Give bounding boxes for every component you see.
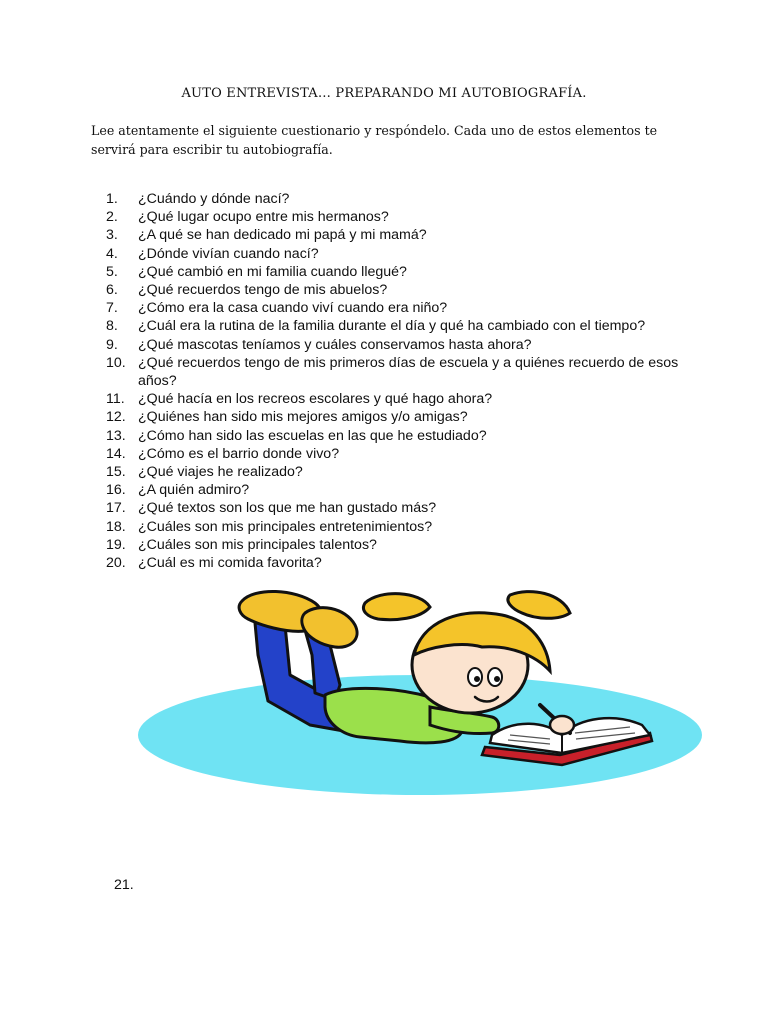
list-item	[106, 536, 706, 554]
list-item	[106, 226, 706, 244]
intro-paragraph: Lee atentamente el siguiente cuestionario y respóndelo. Cada uno de estos elementos te servirá para escribir tu autobiografía.	[91, 123, 658, 157]
list-item	[106, 245, 706, 263]
item-number: 4.	[106, 245, 118, 262]
list-item	[106, 299, 706, 317]
item-number: 12.	[106, 409, 126, 426]
list-item	[106, 336, 706, 354]
list-item	[106, 554, 706, 572]
list-item	[106, 208, 706, 226]
question-text: ¿A qué se han dedicado mi papá y mi mamá?	[138, 227, 427, 244]
question-text: ¿Qué cambió en mi familia cuando llegué?	[138, 263, 407, 280]
list-item	[106, 390, 706, 408]
list-item	[106, 463, 706, 481]
list-item	[106, 408, 706, 426]
item-number: 17.	[106, 500, 126, 517]
item-number: 16.	[106, 482, 126, 499]
question-text: ¿Qué recuerdos tengo de mis primeros días de escuela y a quiénes recuerdo de esos años?	[138, 354, 679, 390]
question-text: ¿Cuál es mi comida favorita?	[138, 555, 322, 572]
question-text: ¿Cuándo y dónde nací?	[138, 191, 290, 207]
list-item	[106, 354, 706, 390]
question-text: ¿Qué recuerdos tengo de mis abuelos?	[138, 282, 388, 299]
item-number: 6.	[106, 282, 118, 299]
list-item	[106, 481, 706, 499]
item-number: 8.	[106, 318, 118, 335]
question-text: ¿Dónde vivían cuando nací?	[138, 245, 319, 262]
question-text: ¿Qué lugar ocupo entre mis hermanos?	[138, 209, 389, 226]
item-number: 1.	[106, 191, 118, 207]
item-number: 19.	[106, 536, 126, 553]
question-text: ¿Qué textos son los que me han gustado más?	[138, 500, 437, 517]
item-number: 10.	[106, 354, 126, 371]
list-item	[106, 518, 706, 536]
item-number: 13.	[106, 427, 126, 444]
hand	[550, 716, 574, 734]
item-number: 7.	[106, 300, 118, 317]
item-number: 20.	[106, 555, 126, 572]
question-text: ¿Qué mascotas teníamos y cuáles conservamos hasta ahora?	[138, 336, 532, 353]
item-number: 14.	[106, 445, 126, 462]
list-item	[106, 281, 706, 299]
question-text: ¿Cómo era la casa cuando viví cuando era niño?	[138, 300, 448, 317]
list-item	[106, 499, 706, 517]
item-number: 9.	[106, 336, 118, 353]
item-number: 11.	[106, 391, 125, 408]
list-item	[106, 427, 706, 445]
girl-writing-illustration	[130, 585, 720, 800]
question-text: ¿Qué viajes he realizado?	[138, 464, 303, 481]
list-item	[106, 263, 706, 281]
question-text: ¿A quién admiro?	[138, 482, 250, 499]
question-text: ¿Cuáles son mis principales entretenimientos?	[138, 518, 433, 535]
question-text: ¿Cuáles son mis principales talentos?	[138, 536, 377, 553]
list-item	[106, 317, 706, 335]
item-number: 15.	[106, 464, 126, 481]
item-number: 2.	[106, 209, 118, 226]
question-text: ¿Cuál era la rutina de la familia durante el día y qué ha cambiado con el tiempo?	[138, 318, 646, 335]
list-item	[106, 190, 706, 208]
item-number: 18.	[106, 518, 126, 535]
question-text: ¿Cómo han sido las escuelas en las que he estudiado?	[138, 427, 487, 444]
question-text: ¿Cómo es el barrio donde vivo?	[138, 445, 340, 462]
item-number: 3.	[106, 227, 118, 244]
question-text: ¿Quiénes han sido mis mejores amigos y/o amigas?	[138, 409, 468, 426]
empty-item-21: 21.	[114, 877, 134, 893]
question-text: ¿Qué hacía en los recreos escolares y qué hago ahora?	[138, 391, 493, 408]
question-list	[106, 190, 706, 572]
list-item	[106, 445, 706, 463]
item-number: 5.	[106, 263, 118, 280]
page-title: AUTO ENTREVISTA… PREPARANDO MI AUTOBIOGRAFÍA.	[181, 86, 587, 101]
